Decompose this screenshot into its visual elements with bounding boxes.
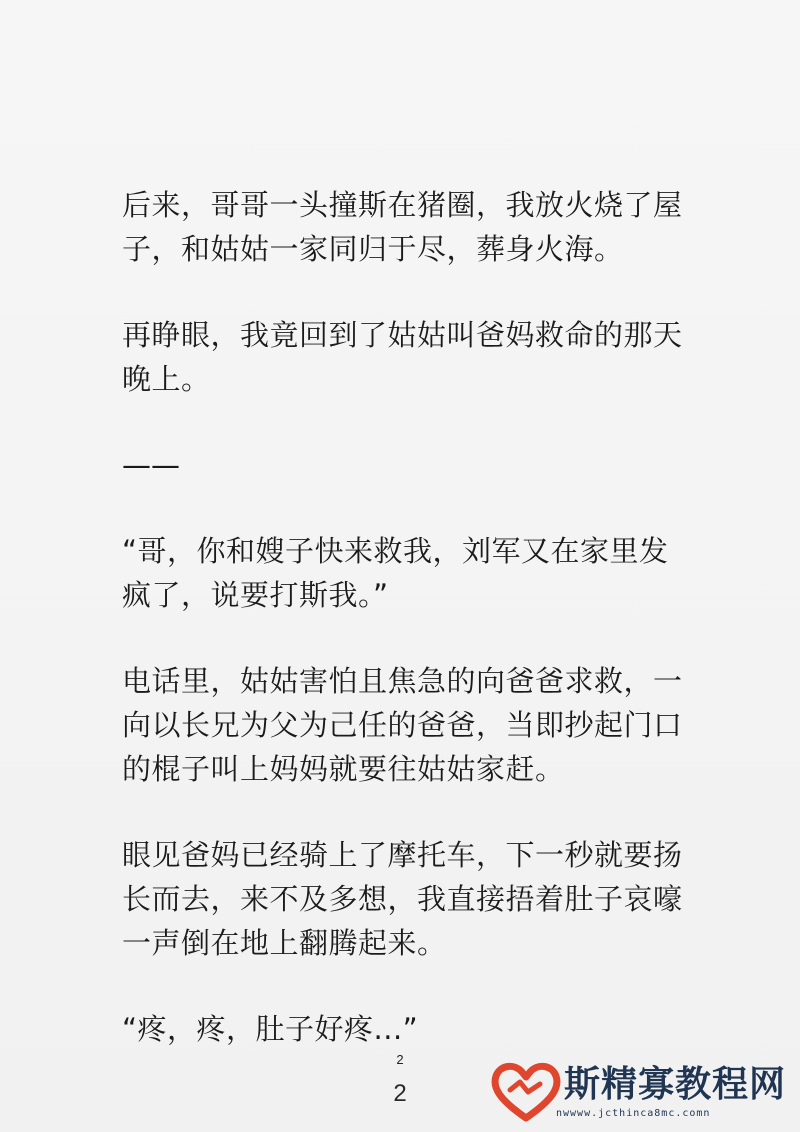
paragraph-2: 再睁眼，我竟回到了姑姑叫爸妈救命的那天晚上。 bbox=[122, 318, 683, 396]
paragraph-3: “哥，你和嫂子快来救我，刘军又在家里发疯了，说要打斯我。” bbox=[122, 534, 669, 612]
paragraph-6: “疼，疼，肚子好疼...” bbox=[122, 1012, 419, 1046]
page-number-large: 2 bbox=[393, 1080, 407, 1107]
watermark-url: nwwww.jcthinca8mc.comn bbox=[556, 1108, 711, 1119]
watermark-text: 斯精寡教程网 bbox=[564, 1064, 787, 1105]
page-number-small: 2 bbox=[396, 1052, 404, 1067]
story-text bbox=[122, 183, 688, 1093]
paragraph-5: 眼见爸妈已经骑上了摩托车，下一秒就要扬长而去，来不及多想，我直接捂着肚子哀嚎一声倒在地上翻腾起来。 bbox=[122, 838, 683, 960]
heart-logo-icon bbox=[490, 1060, 562, 1124]
paragraph-4: 电话里，姑姑害怕且焦急的向爸爸求救，一向以长兄为父为己任的爸爸，当即抄起门口的棍子叫上妈妈就要往姑姑家赶。 bbox=[122, 664, 683, 786]
paragraph-1: 后来，哥哥一头撞斯在猪圈，我放火烧了屋子，和姑姑一家同归于尽，葬身火海。 bbox=[122, 188, 683, 266]
scene-separator: —— bbox=[122, 448, 180, 482]
site-watermark bbox=[486, 1046, 786, 1130]
